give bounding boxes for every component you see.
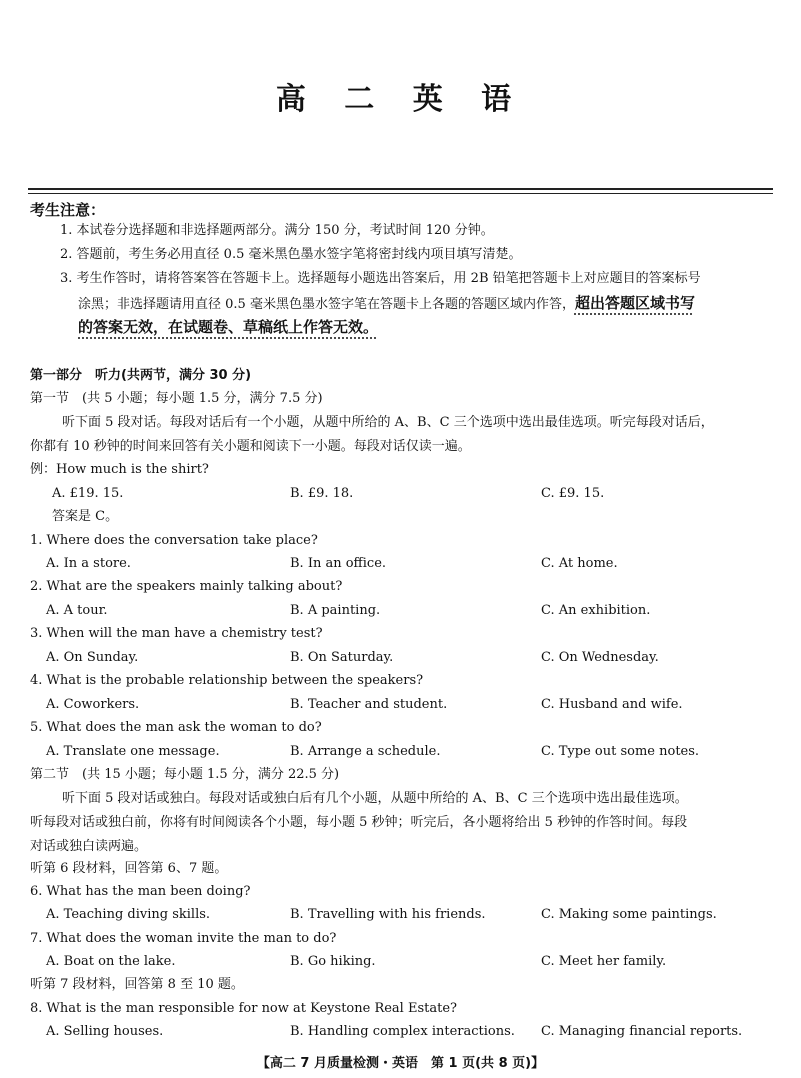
notice-heading: 考生注意： [30, 201, 106, 219]
question-7-option-b: B. Go hiking. [290, 954, 376, 969]
notice-item-3: 3. 考生作答时，请将答案答在答题卡上。选择题每小题选出答案后，用 2B 铅笔把答题卡上对应题目的答案标号 [60, 271, 701, 286]
question-3-option-a: A. On Sunday. [46, 650, 139, 665]
material-7-label: 听第 7 段材料，回答第 8 至 10 题。 [30, 977, 244, 992]
question-4-option-b: B. Teacher and student. [290, 697, 448, 712]
section2-instructions-2: 听每段对话或独白前，你将有时间阅读各个小题，每小题 5 秒钟；听完后，各小题将给出 5 秒钟的作答时间。每段 [30, 815, 688, 830]
question-6-option-a: A. Teaching diving skills. [46, 907, 211, 922]
question-3-option-c: C. On Wednesday. [541, 650, 659, 665]
example-question: 例：How much is the shirt? [30, 462, 209, 477]
example-option-b: B. £9. 18. [290, 486, 354, 501]
question-8-option-c: C. Managing financial reports. [541, 1024, 743, 1039]
header-rule-thin [28, 193, 773, 194]
part1-heading: 第一部分 听力(共两节，满分 30 分) [30, 368, 252, 383]
question-7: 7. What does the woman invite the man to do? [30, 931, 337, 946]
section2-instructions-3: 对话或独白读两遍。 [30, 839, 148, 854]
question-5-option-c: C. Type out some notes. [541, 744, 700, 759]
question-8-option-a: A. Selling houses. [46, 1024, 164, 1039]
question-2: 2. What are the speakers mainly talking about? [30, 579, 343, 594]
question-1-option-a: A. In a store. [46, 556, 131, 571]
question-7-option-a: A. Boat on the lake. [46, 954, 176, 969]
question-2-option-b: B. A painting. [290, 603, 381, 618]
question-7-option-c: C. Meet her family. [541, 954, 667, 969]
question-6-option-c: C. Making some paintings. [541, 907, 717, 922]
question-2-option-c: C. An exhibition. [541, 603, 651, 618]
question-1: 1. Where does the conversation take place? [30, 533, 318, 548]
notice-emphasis-1: 超出答题区域书写 [574, 294, 695, 312]
question-1-option-b: B. In an office. [290, 556, 387, 571]
question-4-option-a: A. Coworkers. [46, 697, 140, 712]
example-answer: 答案是 C。 [52, 509, 119, 524]
question-5-option-b: B. Arrange a schedule. [290, 744, 441, 759]
notice-item-1: 1. 本试卷分选择题和非选择题两部分。满分 150 分，考试时间 120 分钟。 [60, 223, 494, 238]
question-1-option-c: C. At home. [541, 556, 618, 571]
page-footer: 【高二 7 月质量检测・英语 第 1 页(共 8 页)】 [256, 1056, 545, 1071]
question-4: 4. What is the probable relationship between the speakers? [30, 673, 424, 688]
question-3-option-b: B. On Saturday. [290, 650, 394, 665]
section1-heading: 第一节 (共 5 小题；每小题 1.5 分，满分 7.5 分) [30, 391, 323, 406]
question-8: 8. What is the man responsible for now at Keystone Real Estate? [30, 1001, 457, 1016]
section1-instructions-2: 你都有 10 秒钟的时间来回答有关小题和阅读下一小题。每段对话仅读一遍。 [30, 439, 471, 454]
notice-item-3-line2-text: 涂黑；非选择题请用直径 0.5 毫米黑色墨水签字笔在答题卡上各题的答题区域内作答， [78, 297, 575, 312]
example-option-c: C. £9. 15. [541, 486, 605, 501]
section2-heading: 第二节 (共 15 小题；每小题 1.5 分，满分 22.5 分) [30, 767, 340, 782]
notice-item-2: 2. 答题前，考生务必用直径 0.5 毫米黑色墨水签字笔将密封线内项目填写清楚。 [60, 247, 522, 262]
section1-instructions-1: 听下面 5 段对话。每段对话后有一个小题，从题中所给的 A、B、C 三个选项中选出最佳选项。听完每段对话后， [62, 415, 714, 430]
section2-instructions-1: 听下面 5 段对话或独白。每段对话或独白后有几个小题，从题中所给的 A、B、C 三个选项中选出最佳选项。 [62, 791, 688, 806]
page-title: 高 二 英 语 [275, 82, 526, 117]
question-4-option-c: C. Husband and wife. [541, 697, 683, 712]
notice-emphasis-2: 的答案无效，在试题卷、草稿纸上作答无效。 [78, 318, 379, 336]
question-5: 5. What does the man ask the woman to do? [30, 720, 322, 735]
question-3: 3. When will the man have a chemistry test? [30, 626, 323, 641]
question-6-option-b: B. Travelling with his friends. [290, 907, 486, 922]
example-option-a: A. £19. 15. [52, 486, 124, 501]
question-6: 6. What has the man been doing? [30, 884, 251, 899]
material-6-label: 听第 6 段材料，回答第 6、7 题。 [30, 861, 228, 876]
header-rule [28, 188, 773, 190]
notice-item-3-line2 [78, 296, 695, 311]
question-2-option-a: A. A tour. [46, 603, 108, 618]
question-8-option-b: B. Handling complex interactions. [290, 1024, 515, 1039]
question-5-option-a: A. Translate one message. [46, 744, 220, 759]
